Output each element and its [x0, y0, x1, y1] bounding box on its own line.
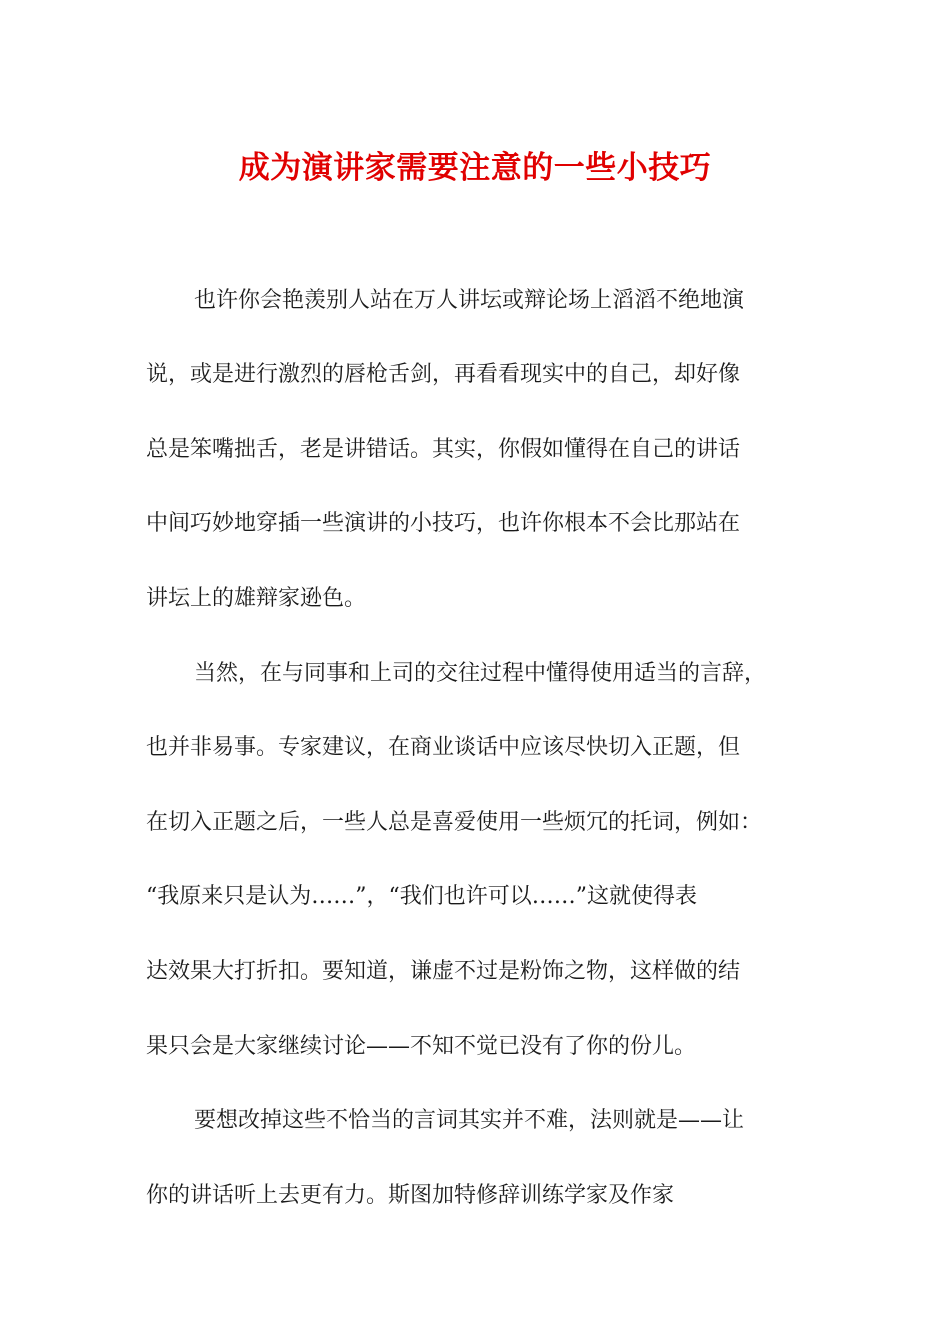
paragraph-1-line-2: 说，或是进行激烈的唇枪舌剑，再看看现实中的自己，却好像 [146, 362, 741, 387]
paragraph-2-line-3: 在切入正题之后，一些人总是喜爱使用一些烦冗的托词，例如： [146, 810, 763, 835]
paragraph-2-line-5: 达效果大打折扣。要知道，谦虚不过是粉饰之物，这样做的结 [146, 959, 741, 984]
paragraph-3-line-1: 要想改掉这些不恰当的言词其实并不难，法则就是——让 [194, 1108, 745, 1133]
paragraph-1-line-3: 总是笨嘴拙舌，老是讲错话。其实，你假如懂得在自己的讲话 [146, 437, 741, 462]
paragraph-2-line-6: 果只会是大家继续讨论——不知不觉已没有了你的份儿。 [146, 1034, 697, 1059]
paragraph-2-line-4: “我原来只是认为……”，“我们也许可以……”这就使得表 [146, 884, 697, 909]
paragraph-1-line-4: 中间巧妙地穿插一些演讲的小技巧，也许你根本不会比那站在 [146, 511, 741, 536]
paragraph-2-line-2: 也并非易事。专家建议，在商业谈话中应该尽快切入正题，但 [146, 735, 741, 760]
paragraph-1-line-1: 也许你会艳羡别人站在万人讲坛或辩论场上滔滔不绝地演 [194, 288, 745, 313]
paragraph-2-line-1: 当然，在与同事和上司的交往过程中懂得使用适当的言辞， [194, 661, 767, 686]
paragraph-3-line-2: 你的讲话听上去更有力。斯图加特修辞训练学家及作家 [146, 1183, 675, 1208]
document-title: 成为演讲家需要注意的一些小技巧 [238, 150, 712, 186]
paragraph-1-line-5: 讲坛上的雄辩家逊色。 [146, 586, 367, 611]
